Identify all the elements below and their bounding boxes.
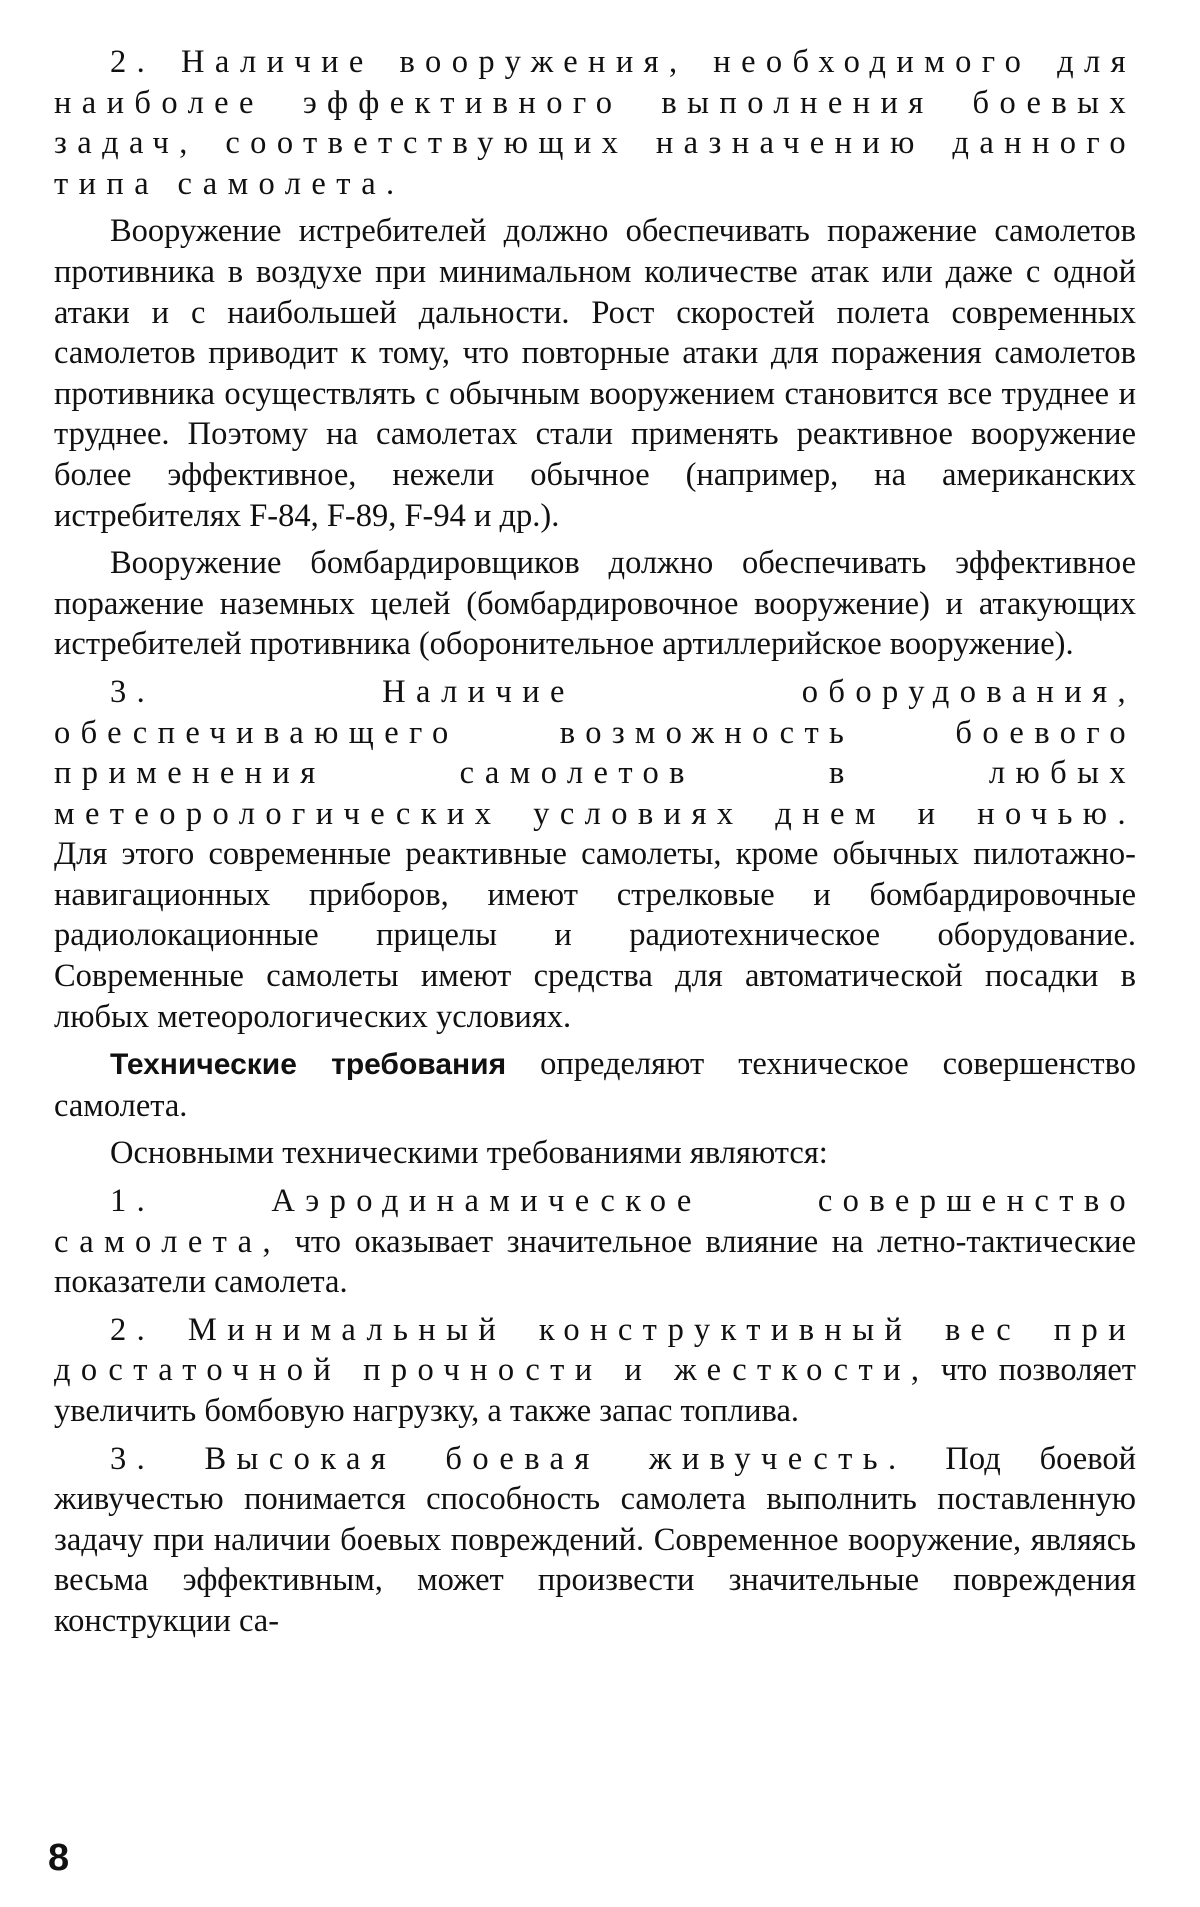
- paragraph-minimal-weight: [54, 1310, 1136, 1432]
- book-page: [54, 42, 1136, 1649]
- paragraph-text: Под боевой живучестью понимается способность самолета выполнить поставленную задачу при наличии боевых повреждений. Современное вооружение, являясь весьма эффективным, может произвести значительные повреждения конструкции са-: [54, 1440, 1136, 1639]
- paragraph-fighter-armament: [54, 211, 1136, 536]
- paragraph-survivability: [54, 1439, 1136, 1642]
- spaced-heading: 2. Минимальный конструктивный вес при достаточной прочности и жесткости,: [54, 1311, 1136, 1389]
- paragraph-aerodynamic: [54, 1181, 1136, 1303]
- paragraph-text: Вооружение бомбардировщиков должно обеспечивать эффективное поражение наземных целей (бомбардировочное вооружение) и атакующих истребителей противника (оборонительное артиллерийское вооружение).: [54, 545, 1136, 663]
- paragraph-armament-requirement: [54, 42, 1136, 204]
- paragraph-text: Основными техническими требованиями являются:: [110, 1135, 828, 1172]
- spaced-heading: 3. Высокая боевая живучесть.: [110, 1440, 907, 1477]
- paragraph-bomber-armament: [54, 543, 1136, 665]
- page-number: 8: [48, 1837, 70, 1879]
- paragraph-text: что оказывает значительное влияние на летно-тактические показатели самолета.: [54, 1223, 1136, 1301]
- paragraph-main-technical: [54, 1133, 1136, 1174]
- spaced-heading: 2. Наличие вооружения, необходимого для наиболее эффективного выполнения боевых задач, соответствующих назначению данного типа самолета.: [54, 44, 1136, 202]
- paragraph-text: Для этого современные реактивные самолеты, кроме обычных пилотажно-навигационных приборов, имеют стрелковые и бомбардировочные радиолокационные прицелы и радиотехническое оборудование. Современные самолеты имеют средства для автоматической посадки в любых метеорологических условиях.: [54, 836, 1136, 1035]
- spaced-heading: 3. Наличие оборудования, обеспечивающего возможность боевого применения самолетов в любых метеорологических условиях днем и ночью.: [54, 673, 1136, 832]
- paragraph-text: определяют техническое совершенство самолета.: [54, 1046, 1136, 1124]
- paragraph-equipment-requirement: [54, 672, 1136, 1037]
- paragraph-text: Вооружение истребителей должно обеспечивать поражение самолетов противника в воздухе при минимальном количестве атак или даже с одной атаки и с наибольшей дальности. Рост скоростей полета современных самолетов приводит к тому, что повторные атаки для поражения самолетов противника осуществлять с обычным вооружением становится все труднее и труднее. Поэтому на самолетах стали применять реактивное вооружение более эффективное, нежели обычное (например, на американских истребителях F-84, F-89, F-94 и др.).: [54, 213, 1136, 534]
- paragraph-technical-requirements: [54, 1044, 1136, 1126]
- spaced-heading: 1. Аэродинамическое совершенство самолета,: [54, 1183, 1136, 1260]
- paragraph-text: что позволяет увеличить бомбовую нагрузку, а также запас топлива.: [54, 1352, 1136, 1429]
- bold-term: Технические требования: [110, 1048, 507, 1082]
